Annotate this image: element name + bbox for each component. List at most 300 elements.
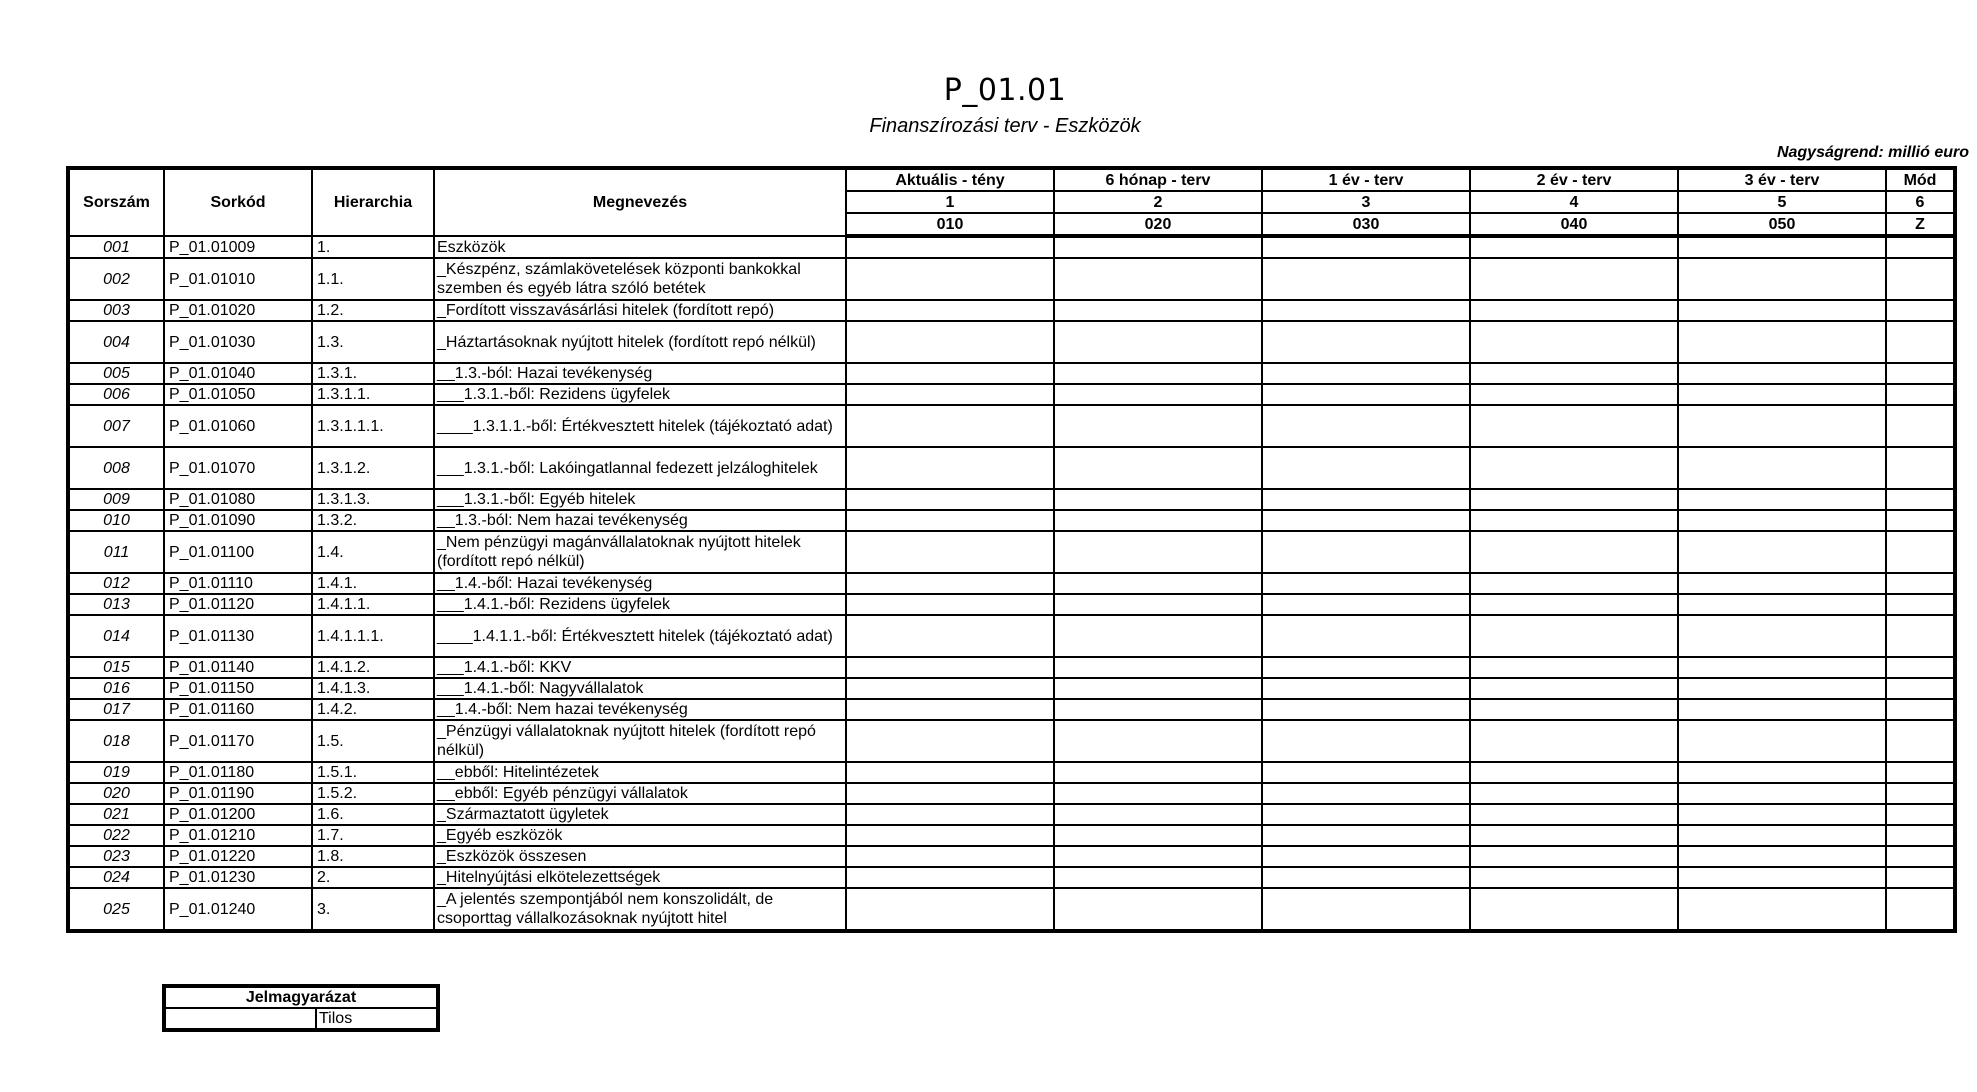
table-row xyxy=(68,888,1955,931)
value-cell[interactable] xyxy=(846,678,1054,699)
cell-megnevezes: _Hitelnyújtási elkötelezettségek xyxy=(434,867,846,888)
cell-sorkod: P_01.01220 xyxy=(164,846,312,867)
value-cell[interactable] xyxy=(1054,867,1262,888)
value-cell[interactable] xyxy=(1886,531,1955,573)
cell-sorkod: P_01.01150 xyxy=(164,678,312,699)
value-cell[interactable] xyxy=(1886,804,1955,825)
cell-hierarchia: 2. xyxy=(312,867,434,888)
value-cell[interactable] xyxy=(1886,699,1955,720)
cell-megnevezes: __1.4.-ből: Nem hazai tevékenység xyxy=(434,699,846,720)
cell-hierarchia: 1.8. xyxy=(312,846,434,867)
cell-megnevezes: ___1.4.1.-ből: Nagyvállalatok xyxy=(434,678,846,699)
value-cell[interactable] xyxy=(1470,699,1678,720)
value-cell[interactable] xyxy=(1470,825,1678,846)
value-cell[interactable] xyxy=(846,594,1054,615)
cell-sorszam: 003 xyxy=(68,300,164,321)
value-cell[interactable] xyxy=(1470,447,1678,489)
value-cell[interactable] xyxy=(1262,657,1470,678)
value-cell[interactable] xyxy=(1886,888,1955,931)
header-col-num: 5 xyxy=(1678,191,1886,213)
value-cell[interactable] xyxy=(1678,825,1886,846)
value-cell[interactable] xyxy=(1262,783,1470,804)
cell-megnevezes: _Fordított visszavásárlási hitelek (fordított repó) xyxy=(434,300,846,321)
header-col-code: 010 xyxy=(846,213,1054,236)
cell-sorkod: P_01.01009 xyxy=(164,236,312,258)
value-cell[interactable] xyxy=(1262,867,1470,888)
value-cell[interactable] xyxy=(846,825,1054,846)
cell-sorkod: P_01.01040 xyxy=(164,363,312,384)
header-col-label: Mód xyxy=(1886,168,1955,191)
header-hierarchia: Hierarchia xyxy=(312,168,434,236)
table-row xyxy=(68,804,1955,825)
table-row xyxy=(68,573,1955,594)
value-cell[interactable] xyxy=(1262,720,1470,762)
cell-megnevezes: _Származtatott ügyletek xyxy=(434,804,846,825)
cell-megnevezes: __1.4.-ből: Hazai tevékenység xyxy=(434,573,846,594)
cell-sorkod: P_01.01060 xyxy=(164,405,312,447)
value-cell[interactable] xyxy=(1886,363,1955,384)
value-cell[interactable] xyxy=(1054,825,1262,846)
table-row xyxy=(68,783,1955,804)
value-cell[interactable] xyxy=(1054,300,1262,321)
table-body xyxy=(68,236,1955,931)
header-col-code: 030 xyxy=(1262,213,1470,236)
value-cell[interactable] xyxy=(1678,573,1886,594)
cell-megnevezes: __ebből: Hitelintézetek xyxy=(434,762,846,783)
value-cell[interactable] xyxy=(1054,615,1262,657)
cell-sorszam: 017 xyxy=(68,699,164,720)
value-cell[interactable] xyxy=(1262,258,1470,300)
cell-sorszam: 010 xyxy=(68,510,164,531)
cell-sorszam: 023 xyxy=(68,846,164,867)
value-cell[interactable] xyxy=(1886,825,1955,846)
cell-hierarchia: 1.5.2. xyxy=(312,783,434,804)
header-col-code: Z xyxy=(1886,213,1955,236)
value-cell[interactable] xyxy=(1054,678,1262,699)
cell-sorszam: 013 xyxy=(68,594,164,615)
cell-sorszam: 008 xyxy=(68,447,164,489)
value-cell[interactable] xyxy=(1054,573,1262,594)
table-row xyxy=(68,846,1955,867)
cell-megnevezes: _Pénzügyi vállalatoknak nyújtott hitelek (fordított repó nélkül) xyxy=(434,720,846,762)
cell-sorszam: 021 xyxy=(68,804,164,825)
cell-sorkod: P_01.01110 xyxy=(164,573,312,594)
value-cell[interactable] xyxy=(846,236,1054,258)
value-cell[interactable] xyxy=(1054,489,1262,510)
value-cell[interactable] xyxy=(1262,489,1470,510)
value-cell[interactable] xyxy=(1262,594,1470,615)
table-row xyxy=(68,657,1955,678)
value-cell[interactable] xyxy=(1470,657,1678,678)
cell-sorkod: P_01.01030 xyxy=(164,321,312,363)
cell-sorszam: 015 xyxy=(68,657,164,678)
value-cell[interactable] xyxy=(1262,447,1470,489)
value-cell[interactable] xyxy=(1678,594,1886,615)
value-cell[interactable] xyxy=(1678,615,1886,657)
value-cell[interactable] xyxy=(1470,531,1678,573)
cell-sorszam: 001 xyxy=(68,236,164,258)
cell-megnevezes: __ebből: Egyéb pénzügyi vállalatok xyxy=(434,783,846,804)
cell-sorszam: 019 xyxy=(68,762,164,783)
cell-megnevezes: ___1.3.1.-ből: Lakóingatlannal fedezett jelzáloghitelek xyxy=(434,447,846,489)
legend-item xyxy=(164,1008,438,1030)
value-cell[interactable] xyxy=(1886,405,1955,447)
value-cell[interactable] xyxy=(1886,657,1955,678)
table-row xyxy=(68,510,1955,531)
cell-sorkod: P_01.01190 xyxy=(164,783,312,804)
value-cell[interactable] xyxy=(1678,720,1886,762)
value-cell[interactable] xyxy=(1262,531,1470,573)
value-cell[interactable] xyxy=(1470,762,1678,783)
cell-sorszam: 025 xyxy=(68,888,164,931)
table-row xyxy=(68,867,1955,888)
value-cell[interactable] xyxy=(1678,657,1886,678)
value-cell[interactable] xyxy=(1678,699,1886,720)
value-cell[interactable] xyxy=(1470,783,1678,804)
value-cell[interactable] xyxy=(846,783,1054,804)
cell-sorkod: P_01.01180 xyxy=(164,762,312,783)
cell-megnevezes: __1.3.-ból: Nem hazai tevékenység xyxy=(434,510,846,531)
table-row xyxy=(68,594,1955,615)
value-cell[interactable] xyxy=(1262,573,1470,594)
header-col-label: 1 év - terv xyxy=(1262,168,1470,191)
cell-sorszam: 016 xyxy=(68,678,164,699)
cell-hierarchia: 1.7. xyxy=(312,825,434,846)
value-cell[interactable] xyxy=(846,300,1054,321)
table-row xyxy=(68,447,1955,489)
cell-megnevezes: ___1.3.1.-ből: Egyéb hitelek xyxy=(434,489,846,510)
header-col-code: 040 xyxy=(1470,213,1678,236)
cell-sorkod: P_01.01120 xyxy=(164,594,312,615)
value-cell[interactable] xyxy=(1678,867,1886,888)
cell-sorkod: P_01.01080 xyxy=(164,489,312,510)
value-cell[interactable] xyxy=(1678,846,1886,867)
value-cell[interactable] xyxy=(1470,573,1678,594)
cell-sorkod: P_01.01160 xyxy=(164,699,312,720)
value-cell[interactable] xyxy=(1678,531,1886,573)
value-cell[interactable] xyxy=(1886,447,1955,489)
value-cell[interactable] xyxy=(1470,867,1678,888)
value-cell[interactable] xyxy=(1886,846,1955,867)
value-cell[interactable] xyxy=(1678,447,1886,489)
cell-hierarchia: 1.5. xyxy=(312,720,434,762)
value-cell[interactable] xyxy=(1886,678,1955,699)
value-cell[interactable] xyxy=(1054,384,1262,405)
table-row xyxy=(68,825,1955,846)
cell-megnevezes: ____1.3.1.1.-ből: Értékvesztett hitelek (tájékoztató adat) xyxy=(434,405,846,447)
value-cell[interactable] xyxy=(846,405,1054,447)
header-col-label: 6 hónap - terv xyxy=(1054,168,1262,191)
cell-megnevezes: _Egyéb eszközök xyxy=(434,825,846,846)
cell-sorszam: 018 xyxy=(68,720,164,762)
cell-megnevezes: _Nem pénzügyi magánvállalatoknak nyújtott hitelek (fordított repó nélkül) xyxy=(434,531,846,573)
unit-note: Nagyságrend: millió euro xyxy=(1776,144,1969,161)
value-cell[interactable] xyxy=(846,804,1054,825)
cell-sorkod: P_01.01100 xyxy=(164,531,312,573)
value-cell[interactable] xyxy=(1054,804,1262,825)
cell-sorkod: P_01.01020 xyxy=(164,300,312,321)
header-col-code: 020 xyxy=(1054,213,1262,236)
value-cell[interactable] xyxy=(846,762,1054,783)
cell-hierarchia: 1.3.1. xyxy=(312,363,434,384)
value-cell[interactable] xyxy=(1886,489,1955,510)
value-cell[interactable] xyxy=(1262,804,1470,825)
table-row xyxy=(68,489,1955,510)
value-cell[interactable] xyxy=(846,447,1054,489)
cell-hierarchia: 1.3. xyxy=(312,321,434,363)
value-cell[interactable] xyxy=(846,867,1054,888)
value-cell[interactable] xyxy=(1262,888,1470,931)
value-cell[interactable] xyxy=(1886,615,1955,657)
table-row xyxy=(68,615,1955,657)
cell-hierarchia: 1.6. xyxy=(312,804,434,825)
value-cell[interactable] xyxy=(1054,720,1262,762)
value-cell[interactable] xyxy=(1262,405,1470,447)
value-cell[interactable] xyxy=(1054,510,1262,531)
table-row xyxy=(68,321,1955,363)
value-cell[interactable] xyxy=(1262,762,1470,783)
cell-hierarchia: 1.4.1.1. xyxy=(312,594,434,615)
value-cell[interactable] xyxy=(846,846,1054,867)
value-cell[interactable] xyxy=(846,531,1054,573)
cell-megnevezes: ___1.4.1.-ből: KKV xyxy=(434,657,846,678)
value-cell[interactable] xyxy=(1678,384,1886,405)
header-col-label: 2 év - terv xyxy=(1470,168,1678,191)
value-cell[interactable] xyxy=(1470,510,1678,531)
value-cell[interactable] xyxy=(1886,510,1955,531)
value-cell[interactable] xyxy=(1678,363,1886,384)
header-col-num: 6 xyxy=(1886,191,1955,213)
value-cell[interactable] xyxy=(1678,321,1886,363)
value-cell[interactable] xyxy=(1054,258,1262,300)
value-cell[interactable] xyxy=(1054,594,1262,615)
cell-megnevezes: __1.3.-ból: Hazai tevékenység xyxy=(434,363,846,384)
cell-hierarchia: 1.4.1.2. xyxy=(312,657,434,678)
value-cell[interactable] xyxy=(1470,846,1678,867)
value-cell[interactable] xyxy=(846,615,1054,657)
cell-sorkod: P_01.01010 xyxy=(164,258,312,300)
table-row xyxy=(68,762,1955,783)
cell-megnevezes: Eszközök xyxy=(434,236,846,258)
cell-megnevezes: ____1.4.1.1.-ből: Értékvesztett hitelek (tájékoztató adat) xyxy=(434,615,846,657)
cell-sorkod: P_01.01070 xyxy=(164,447,312,489)
cell-hierarchia: 1.4.1. xyxy=(312,573,434,594)
legend-swatch xyxy=(164,1008,316,1030)
value-cell[interactable] xyxy=(1054,531,1262,573)
value-cell[interactable] xyxy=(1678,804,1886,825)
header-col-code: 050 xyxy=(1678,213,1886,236)
cell-hierarchia: 1.4. xyxy=(312,531,434,573)
value-cell[interactable] xyxy=(1262,678,1470,699)
value-cell[interactable] xyxy=(1054,888,1262,931)
cell-sorkod: P_01.01200 xyxy=(164,804,312,825)
cell-megnevezes: _Készpénz, számlakövetelések központi bankokkal szemben és egyéb látra szóló betétek xyxy=(434,258,846,300)
table-row xyxy=(68,531,1955,573)
value-cell[interactable] xyxy=(1470,489,1678,510)
value-cell[interactable] xyxy=(1886,867,1955,888)
header-sorszam: Sorszám xyxy=(68,168,164,236)
value-cell[interactable] xyxy=(1678,236,1886,258)
value-cell[interactable] xyxy=(1886,236,1955,258)
value-cell[interactable] xyxy=(1262,363,1470,384)
cell-sorkod: P_01.01090 xyxy=(164,510,312,531)
value-cell[interactable] xyxy=(1678,405,1886,447)
table-row xyxy=(68,384,1955,405)
cell-hierarchia: 1. xyxy=(312,236,434,258)
cell-megnevezes: _A jelentés szempontjából nem konszolidált, de csoporttag vállalkozásoknak nyújtott hitel xyxy=(434,888,846,931)
header-col-num: 3 xyxy=(1262,191,1470,213)
value-cell[interactable] xyxy=(1886,321,1955,363)
value-cell[interactable] xyxy=(1678,888,1886,931)
cell-sorkod: P_01.01230 xyxy=(164,867,312,888)
value-cell[interactable] xyxy=(1470,363,1678,384)
cell-sorkod: P_01.01170 xyxy=(164,720,312,762)
legend-title: Jelmagyarázat xyxy=(164,986,438,1008)
value-cell[interactable] xyxy=(1470,300,1678,321)
value-cell[interactable] xyxy=(1262,300,1470,321)
table-row xyxy=(68,300,1955,321)
cell-megnevezes: ___1.3.1.-ből: Rezidens ügyfelek xyxy=(434,384,846,405)
value-cell[interactable] xyxy=(1054,236,1262,258)
value-cell[interactable] xyxy=(1470,321,1678,363)
value-cell[interactable] xyxy=(1678,300,1886,321)
value-cell[interactable] xyxy=(1678,489,1886,510)
cell-hierarchia: 3. xyxy=(312,888,434,931)
value-cell[interactable] xyxy=(1678,258,1886,300)
value-cell[interactable] xyxy=(1886,300,1955,321)
cell-sorszam: 024 xyxy=(68,867,164,888)
value-cell[interactable] xyxy=(1054,783,1262,804)
cell-hierarchia: 1.3.1.1. xyxy=(312,384,434,405)
value-cell[interactable] xyxy=(1262,321,1470,363)
value-cell[interactable] xyxy=(1054,405,1262,447)
header-col-label: 3 év - terv xyxy=(1678,168,1886,191)
value-cell[interactable] xyxy=(1470,720,1678,762)
header-sorkod: Sorkód xyxy=(164,168,312,236)
header-megnevezes: Megnevezés xyxy=(434,168,846,236)
value-cell[interactable] xyxy=(846,258,1054,300)
table-row xyxy=(68,363,1955,384)
value-cell[interactable] xyxy=(846,489,1054,510)
header-col-num: 4 xyxy=(1470,191,1678,213)
header-col-label: Aktuális - tény xyxy=(846,168,1054,191)
value-cell[interactable] xyxy=(846,720,1054,762)
value-cell[interactable] xyxy=(1470,804,1678,825)
value-cell[interactable] xyxy=(1678,510,1886,531)
value-cell[interactable] xyxy=(1886,783,1955,804)
table-row xyxy=(68,258,1955,300)
table-row xyxy=(68,699,1955,720)
cell-hierarchia: 1.3.1.2. xyxy=(312,447,434,489)
value-cell[interactable] xyxy=(1886,384,1955,405)
header-col-num: 2 xyxy=(1054,191,1262,213)
value-cell[interactable] xyxy=(846,699,1054,720)
cell-sorkod: P_01.01240 xyxy=(164,888,312,931)
table-row xyxy=(68,678,1955,699)
value-cell[interactable] xyxy=(1262,699,1470,720)
value-cell[interactable] xyxy=(1678,678,1886,699)
cell-sorszam: 020 xyxy=(68,783,164,804)
value-cell[interactable] xyxy=(1470,594,1678,615)
value-cell[interactable] xyxy=(1470,678,1678,699)
value-cell[interactable] xyxy=(1470,405,1678,447)
value-cell[interactable] xyxy=(1470,384,1678,405)
cell-sorszam: 009 xyxy=(68,489,164,510)
value-cell[interactable] xyxy=(1470,888,1678,931)
value-cell[interactable] xyxy=(1886,258,1955,300)
page-title: P_01.01 xyxy=(943,73,1067,108)
cell-hierarchia: 1.2. xyxy=(312,300,434,321)
value-cell[interactable] xyxy=(1886,573,1955,594)
page-subtitle: Finanszírozási terv - Eszközök xyxy=(869,115,1141,137)
value-cell[interactable] xyxy=(1678,762,1886,783)
value-cell[interactable] xyxy=(1262,510,1470,531)
value-cell[interactable] xyxy=(1470,236,1678,258)
value-cell[interactable] xyxy=(1886,762,1955,783)
cell-sorkod: P_01.01130 xyxy=(164,615,312,657)
legend-label: Tilos xyxy=(316,1008,438,1030)
value-cell[interactable] xyxy=(1886,720,1955,762)
cell-hierarchia: 1.5.1. xyxy=(312,762,434,783)
value-cell[interactable] xyxy=(1054,321,1262,363)
value-cell[interactable] xyxy=(846,363,1054,384)
cell-hierarchia: 1.4.2. xyxy=(312,699,434,720)
cell-megnevezes: ___1.4.1.-ből: Rezidens ügyfelek xyxy=(434,594,846,615)
value-cell[interactable] xyxy=(1054,657,1262,678)
cell-sorszam: 022 xyxy=(68,825,164,846)
cell-megnevezes: _Eszközök összesen xyxy=(434,846,846,867)
table-row xyxy=(68,405,1955,447)
value-cell[interactable] xyxy=(1262,615,1470,657)
value-cell[interactable] xyxy=(1262,236,1470,258)
value-cell[interactable] xyxy=(846,888,1054,931)
cell-megnevezes: _Háztartásoknak nyújtott hitelek (fordított repó nélkül) xyxy=(434,321,846,363)
value-cell[interactable] xyxy=(1262,846,1470,867)
value-cell[interactable] xyxy=(846,510,1054,531)
value-cell[interactable] xyxy=(846,384,1054,405)
cell-sorkod: P_01.01050 xyxy=(164,384,312,405)
cell-sorszam: 007 xyxy=(68,405,164,447)
cell-sorszam: 011 xyxy=(68,531,164,573)
legend-table xyxy=(162,984,440,1032)
value-cell[interactable] xyxy=(1262,825,1470,846)
value-cell[interactable] xyxy=(846,573,1054,594)
value-cell[interactable] xyxy=(1054,762,1262,783)
cell-sorszam: 005 xyxy=(68,363,164,384)
value-cell[interactable] xyxy=(846,321,1054,363)
value-cell[interactable] xyxy=(1470,615,1678,657)
value-cell[interactable] xyxy=(1470,258,1678,300)
cell-sorszam: 012 xyxy=(68,573,164,594)
value-cell[interactable] xyxy=(1054,447,1262,489)
header-col-num: 1 xyxy=(846,191,1054,213)
value-cell[interactable] xyxy=(1054,363,1262,384)
value-cell[interactable] xyxy=(1262,384,1470,405)
cell-sorszam: 004 xyxy=(68,321,164,363)
table-row xyxy=(68,720,1955,762)
cell-hierarchia: 1.3.1.1.1. xyxy=(312,405,434,447)
value-cell[interactable] xyxy=(846,657,1054,678)
cell-sorszam: 006 xyxy=(68,384,164,405)
cell-sorszam: 014 xyxy=(68,615,164,657)
cell-sorkod: P_01.01210 xyxy=(164,825,312,846)
value-cell[interactable] xyxy=(1678,783,1886,804)
cell-hierarchia: 1.4.1.3. xyxy=(312,678,434,699)
cell-hierarchia: 1.3.1.3. xyxy=(312,489,434,510)
value-cell[interactable] xyxy=(1054,699,1262,720)
value-cell[interactable] xyxy=(1886,594,1955,615)
value-cell[interactable] xyxy=(1054,846,1262,867)
